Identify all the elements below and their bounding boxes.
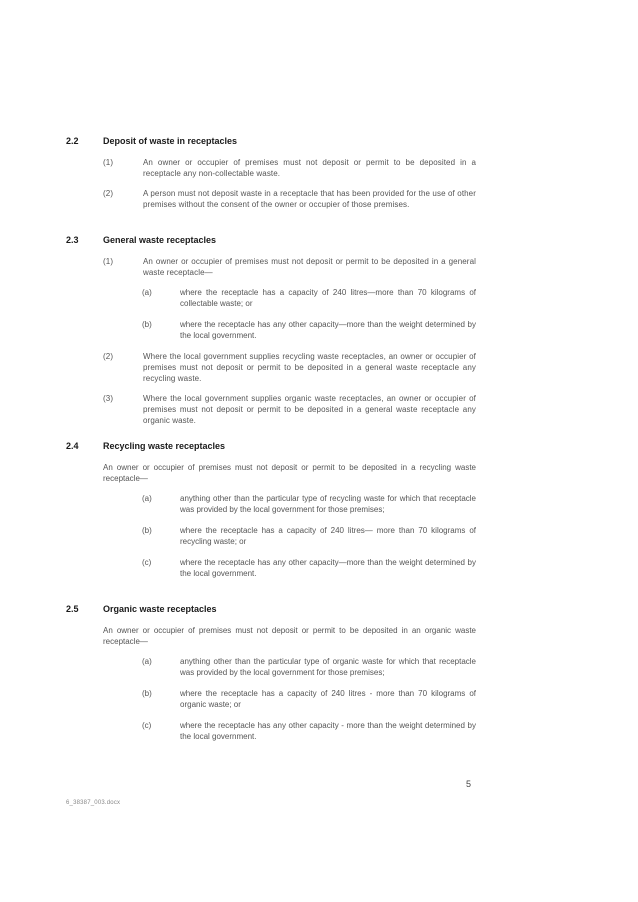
paragraph-text: A person must not deposit waste in a receptacle that has been provided for the use of other premises without the consent of the owner or occupier of those premises. [143, 189, 476, 209]
sub-item-text: where the receptacle has a capacity of 240 litres—more than 70 kilograms of collectable waste; or [180, 288, 476, 308]
paragraph-text: An owner or occupier of premises must not deposit or permit to be deposited in a general waste receptacle— [143, 257, 476, 277]
paragraph-number: (2) [103, 189, 114, 198]
section-heading [66, 602, 476, 616]
sub-item-text: where the receptacle has any other capacity—more than the weight determined by the local government. [180, 320, 476, 340]
sub-item-label: (c) [142, 721, 152, 730]
section-title: Recycling waste receptacles [103, 441, 226, 451]
section-number: 2.5 [66, 604, 79, 614]
section-intro: An owner or occupier of premises must not deposit or permit to be deposited in an organic waste receptacle— [103, 626, 476, 646]
sub-item-label: (a) [142, 288, 152, 297]
sub-item [66, 287, 476, 309]
paragraph-number: (1) [103, 158, 114, 167]
paragraph-number: (2) [103, 352, 114, 361]
section-intro: An owner or occupier of premises must not deposit or permit to be deposited in a recycling waste receptacle— [103, 463, 476, 483]
section-heading [66, 233, 476, 247]
paragraph-text: An owner or occupier of premises must not deposit or permit to be deposited in a receptacle any non-collectable waste. [143, 158, 476, 178]
sub-item-text: anything other than the particular type of organic waste for which that receptacle was provided by the local government for those premises; [180, 657, 476, 677]
sub-item [66, 319, 476, 341]
section-title: Organic waste receptacles [103, 604, 217, 614]
sub-item-text: where the receptacle has any other capacity—more than the weight determined by the local government. [180, 558, 476, 578]
paragraph-number: (3) [103, 394, 114, 403]
paragraph [66, 393, 476, 426]
paragraph [66, 351, 476, 384]
footer-document-reference: 6_38387_003.docx [66, 800, 121, 806]
sub-item-label: (b) [142, 526, 152, 535]
sub-item-text: anything other than the particular type of recycling waste for which that receptacle was provided by the local government for those premises; [180, 494, 476, 514]
sub-item [66, 720, 476, 742]
paragraph-text: Where the local government supplies recycling waste receptacles, an owner or occupier of premises must not deposit or permit to be deposited in a general waste receptacle any recycling waste. [143, 352, 476, 383]
section-2-3 [66, 233, 476, 426]
sub-item [66, 688, 476, 710]
section-heading [66, 439, 476, 453]
paragraph-text: Where the local government supplies organic waste receptacles, an owner or occupier of premises must not deposit or permit to be deposited in a general waste receptacle any organic waste. [143, 394, 476, 425]
page-number: 5 [466, 779, 472, 789]
section-2-4 [66, 439, 476, 579]
paragraph-number: (1) [103, 257, 114, 266]
sub-item [66, 525, 476, 547]
sub-item [66, 557, 476, 579]
section-number: 2.2 [66, 136, 79, 146]
sub-item-text: where the receptacle has a capacity of 240 litres— more than 70 kilograms of recycling waste; or [180, 526, 476, 546]
section-title: General waste receptacles [103, 235, 217, 245]
section-2-5 [66, 602, 476, 742]
sub-item-text: where the receptacle has a capacity of 240 litres - more than 70 kilograms of organic waste; or [180, 689, 476, 709]
sub-item-label: (b) [142, 320, 152, 329]
section-number: 2.4 [66, 441, 79, 451]
paragraph [66, 188, 476, 210]
paragraph [66, 157, 476, 179]
sub-item-label: (a) [142, 657, 152, 666]
sub-item [66, 493, 476, 515]
sub-item [66, 656, 476, 678]
section-heading [66, 134, 476, 148]
sub-item-label: (b) [142, 689, 152, 698]
sub-item-text: where the receptacle has any other capacity - more than the weight determined by the local government. [180, 721, 476, 741]
section-title: Deposit of waste in receptacles [103, 136, 238, 146]
section-2-2 [66, 134, 476, 210]
sub-item-label: (a) [142, 494, 152, 503]
section-number: 2.3 [66, 235, 79, 245]
paragraph [66, 256, 476, 278]
sub-item-label: (c) [142, 558, 152, 567]
